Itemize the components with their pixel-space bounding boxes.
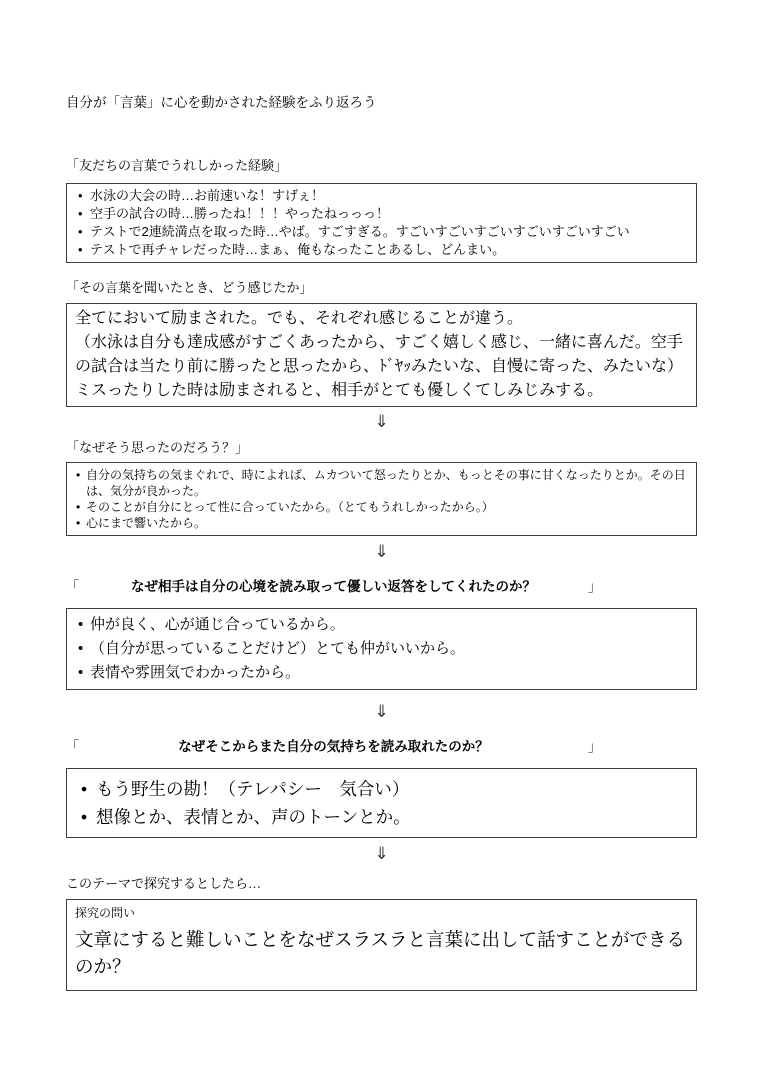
- section6-label: このテーマで探究するとしたら…: [66, 876, 262, 891]
- paragraph: ミスったりした時は励まされると、相手がとても優しくてしみじみする。: [75, 382, 604, 399]
- down-arrow-icon: ⇓: [374, 412, 389, 431]
- section6-box: [66, 899, 697, 991]
- list-item: • 心にまで響いたから。: [73, 515, 690, 531]
- list-item: • 空手の試合の時…勝ったね！！！やったねっっっ！: [75, 205, 688, 223]
- down-arrow-icon: ⇓: [374, 702, 389, 721]
- section5-list: [77, 775, 686, 831]
- list-item: • もう野生の勘！（テレパシー 気合い）: [77, 775, 686, 803]
- section3-box: [66, 462, 697, 536]
- page-title: 自分が「言葉」に心を動かされた経験をふり返ろう: [66, 95, 377, 110]
- list-item: • 表情や雰囲気でわかったから。: [75, 661, 688, 685]
- close-bracket: 」: [587, 579, 601, 594]
- open-bracket: 「: [66, 579, 80, 594]
- section2-label: 「その言葉を聞いたとき、どう感じたか」: [66, 280, 313, 295]
- list-item: • そのことが自分にとって性に合っていたから。（とてもうれしかったから。）: [73, 499, 690, 515]
- section1-box: [66, 183, 697, 263]
- section4-question-row: [66, 578, 601, 596]
- down-arrow-icon: ⇓: [374, 844, 389, 863]
- list-item: • 仲が良く、心が通じ合っているから。: [75, 613, 688, 637]
- section4-question: なぜ相手は自分の心境を読み取って優しい返答をしてくれたのか？: [131, 579, 536, 594]
- list-item: • 水泳の大会の時…お前速いな！すげぇ！: [75, 187, 688, 205]
- close-bracket: 」: [587, 739, 601, 754]
- section3-list: [73, 467, 690, 531]
- section4-list: [75, 613, 688, 685]
- list-item: • テストで再チャレだった時…まぁ、俺もなったことあるし、どんまい。: [75, 241, 688, 259]
- section5-question-row: [66, 738, 601, 756]
- list-item: • 自分の気持ちの気まぐれで、時によれば、ムカついて怒ったりとか、もっとその事に甘くなったりとか。その日は、気分が良かった。: [73, 467, 690, 499]
- section4-box: [66, 608, 697, 690]
- list-item: • 想像とか、表情とか、声のトーンとか。: [77, 803, 686, 831]
- section2-box: [66, 303, 697, 407]
- section5-box: [66, 768, 697, 838]
- open-bracket: 「: [66, 739, 80, 754]
- inquiry-box-title: 探究の問い: [75, 906, 136, 920]
- paragraph: 全てにおいて励まされた。でも、それぞれ感じることが違う。: [75, 310, 524, 327]
- paragraph: （水泳は自分も達成感がすごくあったから、すごく嬉しく感じ、一緒に喜んだ。空手の試合は当たり前に勝ったと思ったから、ﾄﾞﾔｯみたいな、自慢に寄った、みたいな）: [75, 334, 684, 375]
- list-item: • テストで2連続満点を取った時…やば。すごすぎる。すごいすごいすごいすごいすごいすごい: [75, 223, 688, 241]
- down-arrow-icon: ⇓: [374, 542, 389, 561]
- section1-list: [75, 187, 688, 259]
- inquiry-question: 文章にすると難しいことをなぜスラスラと言葉に出して話すことができるのか？: [75, 929, 685, 977]
- list-item: • （自分が思っていることだけど）とても仲がいいから。: [75, 637, 688, 661]
- section5-question: なぜそこからまた自分の気持ちを読み取れたのか？: [178, 739, 489, 754]
- section3-label: 「なぜそう思ったのだろう？」: [66, 440, 249, 455]
- section1-label: 「友だちの言葉でうれしかった経験」: [66, 158, 288, 173]
